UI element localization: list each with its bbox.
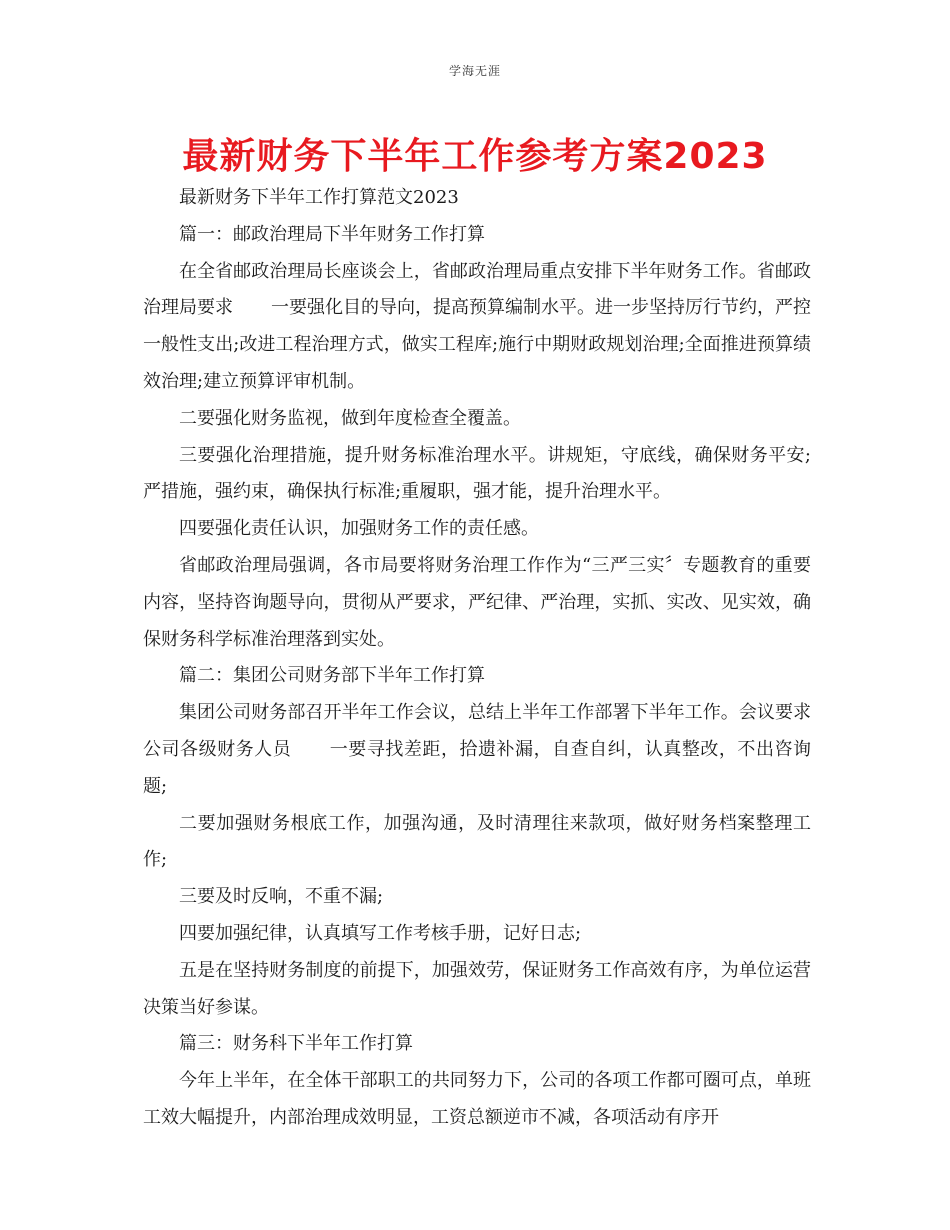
body-paragraph: 四要加强纪律，认真填写工作考核手册，记好日志;: [179, 922, 582, 944]
section-heading-3: 篇三：财务科下半年工作打算: [179, 1033, 413, 1055]
section-heading-2: 篇二：集团公司财务部下半年工作打算: [179, 665, 485, 687]
paragraph-text: 集团公司财务部召开半年工作会议，总结上半年工作部署下半年工作。会议要求公司各级财务人员: [143, 702, 811, 760]
document-body: [143, 180, 811, 1137]
page-header: 学海无涯: [448, 64, 501, 78]
body-paragraph: [143, 254, 811, 401]
body-paragraph: 二要加强财务根底工作，加强沟通，及时清理往来款项，做好财务档案整理工作;: [143, 812, 811, 871]
body-paragraph: 三要及时反响，不重不漏;: [179, 886, 384, 908]
body-paragraph: 二要强化财务监视，做到年度检查全覆盖。: [179, 407, 521, 429]
paragraph-text-continued: 一要寻找差距，拾遗补漏，自查自纠，认真整改，不出咨询题;: [143, 738, 811, 797]
paragraph-text-continued: 一要强化目的导向，提高预算编制水平。进一步坚持厉行节约，严控一般性支出;改进工程治理方式，做实工程库;施行中期财政规划治理;全面推进预算绩效治理;建立预算评审机制。: [143, 297, 811, 392]
body-paragraph: 今年上半年，在全体干部职工的共同努力下，公司的各项工作都可圈可点，单班工效大幅提升，内部治理成效明显，工资总额逆市不减，各项活动有序开: [143, 1070, 811, 1128]
body-paragraph: 五是在坚持财务制度的前提下，加强效劳，保证财务工作高效有序，为单位运营决策当好参谋。: [143, 959, 811, 1018]
body-paragraph: 省邮政治理局强调，各市局要将财务治理工作作为“三严三实〞专题教育的重要内容，坚持咨询题导向，贯彻从严要求，严纪律、严治理，实抓、实改、见实效，确保财务科学标准治理落到实处。: [143, 554, 811, 650]
body-paragraph: 四要强化责任认识，加强财务工作的责任感。: [179, 518, 539, 540]
paragraph-text: 在全省邮政治理局长座谈会上，省邮政治理局重点安排下半年财务工作。省邮政治理局要求: [143, 260, 811, 319]
section-heading-1: 篇一：邮政治理局下半年财务工作打算: [179, 223, 485, 245]
body-paragraph: 三要强化治理措施，提升财务标准治理水平。讲规矩，守底线，确保财务平安;严措施，强约束，确保执行标准;重履职，强才能，提升治理水平。: [143, 444, 811, 503]
subtitle-paragraph: 最新财务下半年工作打算范文2023: [179, 187, 459, 208]
document-title: 最新财务下半年工作参考方案2023: [182, 136, 768, 177]
body-paragraph: [143, 695, 811, 805]
